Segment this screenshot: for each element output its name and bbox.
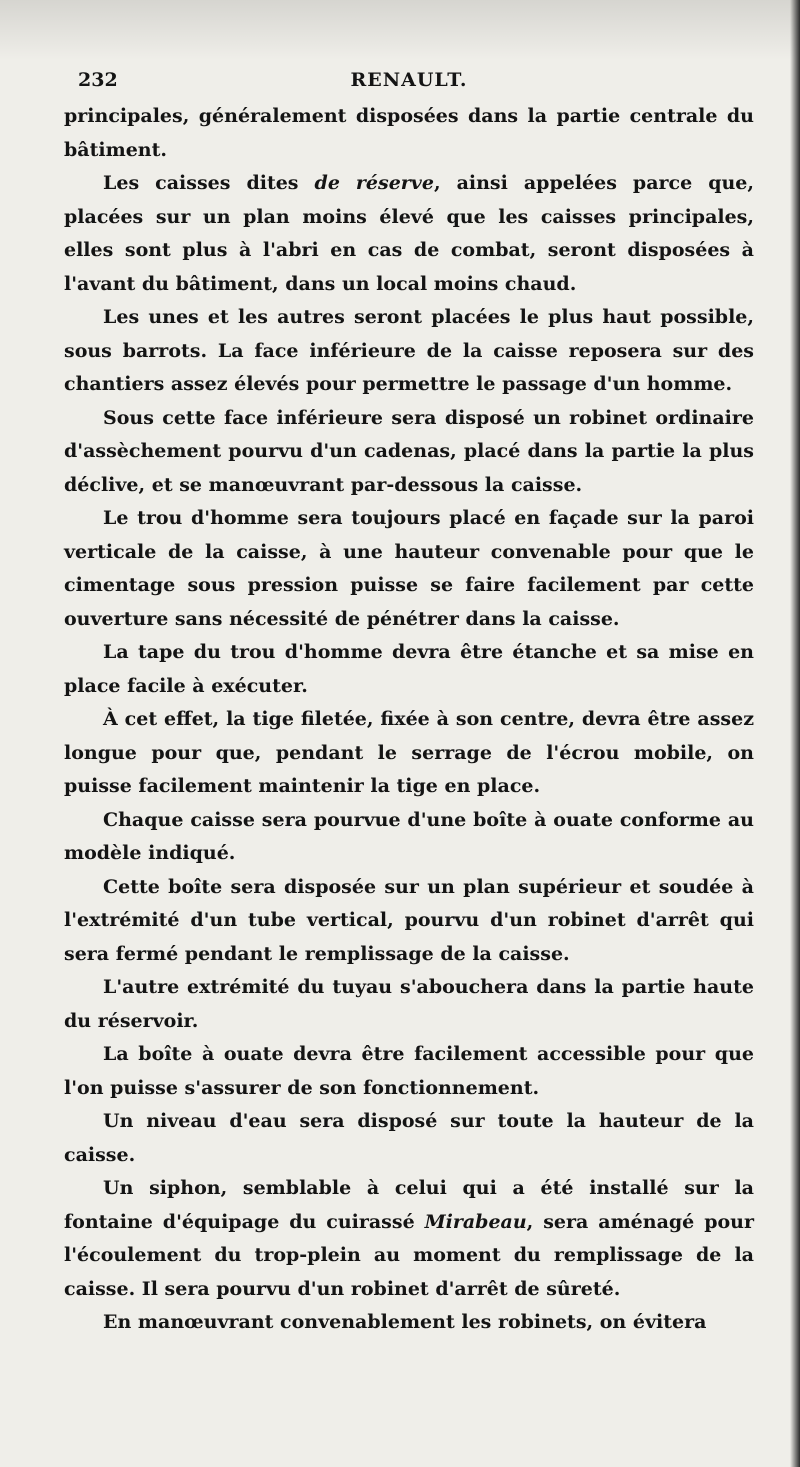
paragraph-9: Cette boîte sera disposée sur un plan supérieur et soudée à l'extrémité d'un tube vertical, pourvu d'un robinet d'arrêt qui sera fermé pendant le remplissage de la caisse. bbox=[64, 875, 754, 965]
paragraph-13 bbox=[64, 1172, 754, 1306]
paragraph-8: Chaque caisse sera pourvue d'une boîte à ouate conforme au modèle indiqué. bbox=[64, 808, 754, 864]
paragraph-14: En manœuvrant convenablement les robinets, on évitera bbox=[103, 1311, 707, 1333]
page-header bbox=[64, 66, 754, 100]
running-head: RENAULT. bbox=[350, 69, 468, 91]
paragraph-4: Sous cette face inférieure sera disposé un robinet ordinaire d'assèchement pourvu d'un cadenas, placé dans la partie la plus déclive, et se manœuvrant par-dessous la caisse. bbox=[64, 406, 754, 496]
paragraph-3: Les unes et les autres seront placées le plus haut possible, sous barrots. La face inférieure de la caisse reposera sur des chantiers assez élevés pour permettre le passage d'un homme. bbox=[64, 306, 754, 395]
paragraph-2-italic: de réserve bbox=[314, 172, 434, 194]
paragraph-6: La tape du trou d'homme devra être étanche et sa mise en place facile à exécuter. bbox=[64, 641, 754, 697]
paragraph-2-start: Les caisses dites bbox=[103, 172, 315, 194]
paragraph-13-start: Un siphon, semblable à celui qui a été installé sur la fontaine d'équipage du cuirassé bbox=[64, 1177, 754, 1233]
paragraph-13-end: , sera aménagé pour l'écoulement du trop-plein au moment du remplissage de la caisse. Il sera pourvu d'un robinet d'arrêt de sûreté. bbox=[64, 1210, 754, 1300]
paragraph-12: Un niveau d'eau sera disposé sur toute la hauteur de la caisse. bbox=[64, 1110, 754, 1166]
paragraph-7: À cet effet, la tige filetée, fixée à son centre, devra être assez longue pour que, pendant le serrage de l'écrou mobile, on puisse facilement maintenir la tige en place. bbox=[64, 708, 754, 797]
paragraph-2-end: , ainsi appelées parce que, placées sur un plan moins élevé que les caisses principales, elles sont plus à l'abri en cas de combat, seront disposées à l'avant du bâtiment, dans un local moins chaud. bbox=[64, 172, 754, 295]
paragraph-2 bbox=[64, 167, 754, 301]
scan-shadow-top bbox=[0, 0, 800, 60]
paragraph-13-italic: Mirabeau bbox=[424, 1210, 527, 1233]
scan-edge-right bbox=[790, 0, 800, 1467]
paragraph-1: principales, généralement disposées dans la partie centrale du bâtiment. bbox=[64, 105, 754, 161]
paragraph-5: Le trou d'homme sera toujours placé en façade sur la paroi verticale de la caisse, à une hauteur convenable pour que le cimentage sous pression puisse se faire facilement par cette ouverture sans nécessité de pénétrer dans la caisse. bbox=[64, 507, 754, 630]
paragraph-11: La boîte à ouate devra être facilement accessible pour que l'on puisse s'assurer de son fonctionnement. bbox=[64, 1043, 754, 1099]
paragraph-10: L'autre extrémité du tuyau s'abouchera dans la partie haute du réservoir. bbox=[64, 976, 754, 1032]
page-number: 232 bbox=[78, 69, 118, 91]
body-text bbox=[64, 100, 754, 1340]
